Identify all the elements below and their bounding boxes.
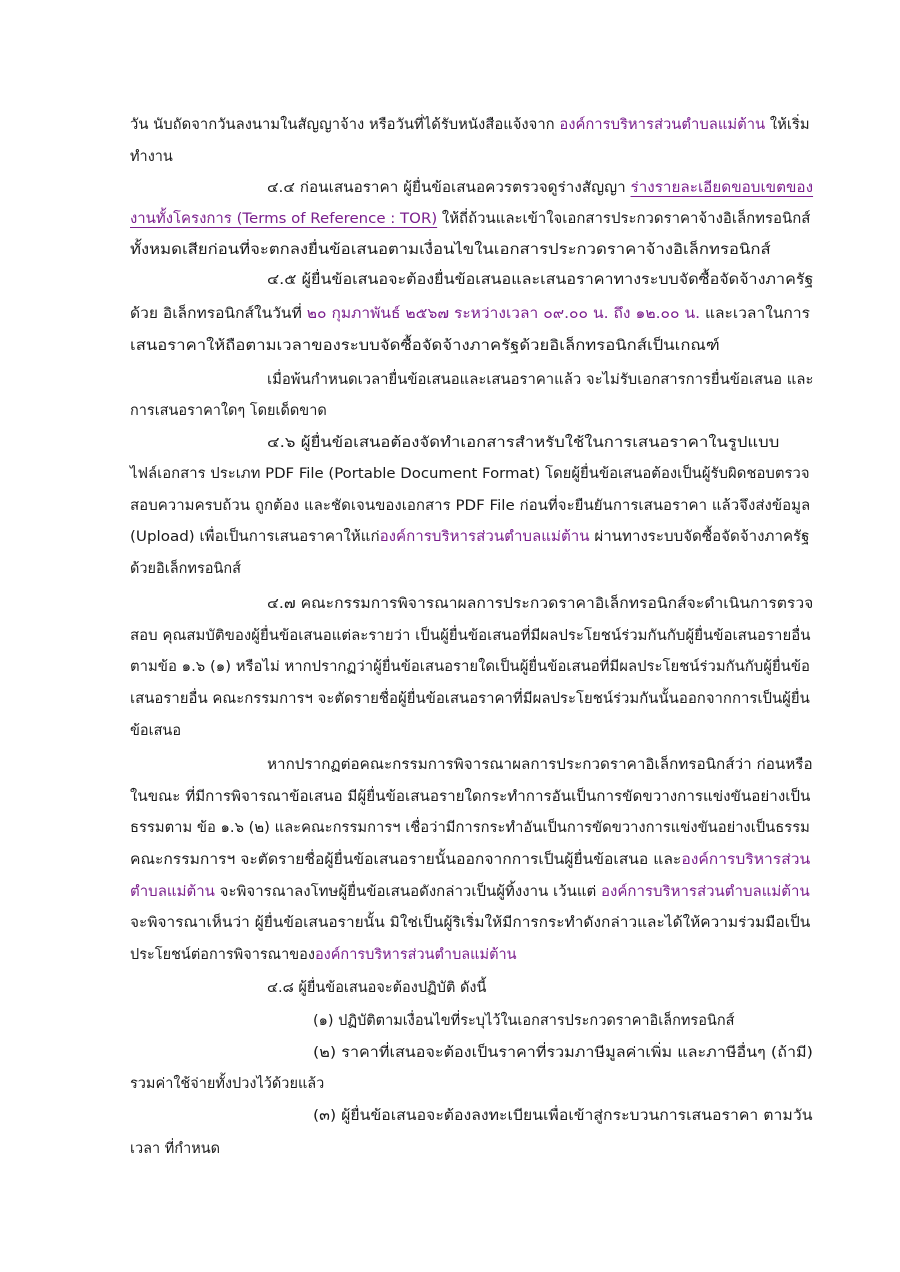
text-line bbox=[130, 689, 810, 709]
text-run: ตามข้อ ๑.๖ (๑) หรือไม่ หากปรากฏว่าผู้ยื่นข้อเสนอรายใดเป็นผู้ยื่นข้อเสนอที่มีผลประโยชน์ร่วมกันกับผู้ยื่นข้อ bbox=[130, 659, 810, 675]
text-line bbox=[313, 1106, 813, 1126]
text-run: (Upload) เพื่อเป็นการเสนอราคาให้แก่ bbox=[130, 529, 380, 545]
text-run: จะพิจารณาเห็นว่า ผู้ยื่นข้อเสนอรายนั้น มิใช่เป็นผู้ริเริ่มให้มีการกระทำดังกล่าวและได้ให้ความร่วมมือเป็น bbox=[130, 915, 811, 931]
text-line bbox=[267, 755, 813, 775]
text-run: วัน นับถัดจากวันลงนามในสัญญาจ้าง หรือวันที่ได้รับหนังสือแจ้งจาก bbox=[130, 117, 560, 133]
text-run: ด้วยอิเล็กทรอนิกส์ bbox=[130, 561, 241, 577]
highlighted-text: องค์การบริหารส่วนตำบลแม่ต้าน bbox=[314, 947, 517, 963]
text-run: (๓) ผู้ยื่นข้อเสนอจะต้องลงทะเบียนเพื่อเข้าสู่กระบวนการเสนอราคา ตามวัน bbox=[313, 1108, 813, 1124]
text-line bbox=[130, 559, 241, 579]
text-run: (๑) ปฏิบัติตามเงื่อนไขที่ระบุไว้ในเอกสารประกวดราคาอิเล็กทรอนิกส์ bbox=[313, 1013, 735, 1029]
text-line bbox=[130, 626, 810, 646]
text-run: เมื่อพ้นกำหนดเวลายื่นข้อเสนอและเสนอราคาแล้ว จะไม่รับเอกสารการยื่นข้อเสนอ และ bbox=[267, 372, 814, 388]
text-line bbox=[130, 818, 810, 838]
highlighted-text: องค์การบริหารส่วนตำบลแม่ต้าน bbox=[559, 117, 766, 133]
text-line bbox=[130, 115, 810, 135]
text-run: สอบ คุณสมบัติของผู้ยื่นข้อเสนอแต่ละรายว่า เป็นผู้ยื่นข้อเสนอที่มีผลประโยชน์ร่วมกันกับผู้ยื่นข้อเสนอรายอื่น bbox=[130, 628, 811, 644]
text-line bbox=[130, 527, 810, 547]
text-run: ๔.๕ ผู้ยื่นข้อเสนอจะต้องยื่นข้อเสนอและเสนอราคาทางระบบจัดซื้อจัดจ้างภาครัฐ bbox=[267, 272, 814, 288]
text-line bbox=[267, 178, 813, 198]
text-line bbox=[130, 464, 810, 484]
text-run: และเวลาในการ bbox=[700, 306, 810, 322]
text-line bbox=[267, 270, 813, 290]
highlighted-text: องค์การบริหารส่วนตำบลแม่ต้าน bbox=[379, 529, 590, 545]
text-run: จะพิจารณาลงโทษผู้ยื่นข้อเสนอดังกล่าวเป็นผู้ทิ้งงาน เว้นแต่ bbox=[214, 884, 602, 900]
text-run: ให้เริ่ม bbox=[765, 117, 810, 133]
text-line bbox=[130, 721, 181, 741]
text-run: (๒) ราคาที่เสนอจะต้องเป็นราคาที่รวมภาษีมูลค่าเพิ่ม และภาษีอื่นๆ (ถ้ามี) bbox=[313, 1045, 813, 1061]
highlighted-text: ตำบลแม่ต้าน bbox=[130, 884, 215, 900]
text-run: ประโยชน์ต่อการพิจารณาของ bbox=[130, 947, 315, 963]
text-run: ไฟล์เอกสาร ประเภท PDF File (Portable Document Format) โดยผู้ยื่นข้อเสนอต้องเป็นผู้รับผิดชอบตรวจ bbox=[130, 466, 810, 482]
text-line bbox=[130, 1139, 220, 1159]
text-run: หากปรากฏต่อคณะกรรมการพิจารณาผลการประกวดราคาอิเล็กทรอนิกส์ว่า ก่อนหรือ bbox=[267, 757, 813, 773]
text-run: ๔.๗ คณะกรรมการพิจารณาผลการประกวดราคาอิเล็กทรอนิกส์จะดำเนินการตรวจ bbox=[267, 596, 814, 612]
highlighted-text: องค์การบริหารส่วน bbox=[681, 852, 811, 868]
text-run: ด้วย อิเล็กทรอนิกส์ในวันที่ bbox=[130, 306, 307, 322]
text-run: คณะกรรมการฯ จะตัดรายชื่อผู้ยื่นข้อเสนอรายนั้นออกจากการเป็นผู้ยื่นข้อเสนอ และ bbox=[130, 852, 682, 868]
text-line bbox=[130, 787, 810, 807]
text-run: ให้ถี่ถ้วนและเข้าใจเอกสารประกวดราคาจ้างอิเล็กทรอนิกส์ bbox=[437, 211, 811, 227]
text-line bbox=[267, 370, 813, 390]
text-line bbox=[130, 1074, 324, 1094]
text-run: ๔.๖ ผู้ยื่นข้อเสนอต้องจัดทำเอกสารสำหรับใช้ในการเสนอราคาในรูปแบบ bbox=[267, 435, 780, 451]
text-line bbox=[130, 657, 810, 677]
highlighted-text: ร่างรายละเอียดขอบเขตของ bbox=[630, 180, 814, 196]
text-run: ๔.๘ ผู้ยื่นข้อเสนอจะต้องปฏิบัติ ดังนี้ bbox=[267, 980, 487, 996]
text-run: เสนอราคาให้ถือตามเวลาของระบบจัดซื้อจัดจ้างภาครัฐด้วยอิเล็กทรอนิกส์เป็นเกณฑ์ bbox=[130, 338, 720, 354]
text-run: ข้อเสนอ bbox=[130, 723, 182, 739]
text-run: ๔.๔ ก่อนเสนอราคา ผู้ยื่นข้อเสนอควรตรวจดูร่างสัญญา bbox=[267, 180, 631, 196]
text-line bbox=[267, 978, 486, 998]
text-line bbox=[130, 209, 810, 229]
text-line bbox=[130, 336, 720, 356]
text-run: ผ่านทางระบบจัดซื้อจัดจ้างภาครัฐ bbox=[589, 529, 810, 545]
text-run: เสนอรายอื่น คณะกรรมการฯ จะตัดรายชื่อผู้ยื่นข้อเสนอราคาที่มีผลประโยชน์ร่วมกันนั้นออกจากการเป็นผู้ยื่น bbox=[130, 691, 810, 707]
highlighted-text: ๒๐ กุมภาพันธ์ ๒๕๖๗ ระหว่างเวลา ๐๙.๐๐ น. ถึง ๑๒.๐๐ น. bbox=[306, 306, 701, 322]
text-line bbox=[130, 850, 810, 870]
text-run: การเสนอราคาใดๆ โดยเด็ดขาด bbox=[130, 403, 327, 419]
text-run: ทำงาน bbox=[130, 149, 173, 165]
text-line bbox=[267, 594, 813, 614]
text-line bbox=[130, 882, 810, 902]
highlighted-text: งานทั้งโครงการ (Terms of Reference : TOR) bbox=[130, 211, 438, 227]
text-line bbox=[130, 240, 771, 260]
text-run: เวลา ที่กำหนด bbox=[130, 1141, 221, 1157]
text-line bbox=[267, 433, 779, 453]
text-run: สอบความครบถ้วน ถูกต้อง และชัดเจนของเอกสาร PDF File ก่อนที่จะยืนยันการเสนอราคา แล้วจึงส่งข้อมูล bbox=[130, 498, 811, 514]
text-run: รวมค่าใช้จ่ายทั้งปวงไว้ด้วยแล้ว bbox=[130, 1076, 325, 1092]
text-line bbox=[130, 913, 810, 933]
text-line bbox=[130, 945, 517, 965]
text-run: ในขณะ ที่มีการพิจารณาข้อเสนอ มีผู้ยื่นข้อเสนอรายใดกระทำการอันเป็นการขัดขวางการแข่งขันอย่างเป็น bbox=[130, 789, 811, 805]
text-line bbox=[313, 1043, 813, 1063]
highlighted-text: องค์การบริหารส่วนตำบลแม่ต้าน bbox=[601, 884, 810, 900]
text-line bbox=[313, 1011, 734, 1031]
text-line bbox=[130, 304, 810, 324]
text-run: ทั้งหมดเสียก่อนที่จะตกลงยื่นข้อเสนอตามเงื่อนไขในเอกสารประกวดราคาจ้างอิเล็กทรอนิกส์ bbox=[130, 242, 771, 258]
text-line bbox=[130, 496, 810, 516]
text-line bbox=[130, 401, 327, 421]
text-line bbox=[130, 147, 173, 167]
text-run: ธรรมตาม ข้อ ๑.๖ (๒) และคณะกรรมการฯ เชื่อว่ามีการกระทำอันเป็นการขัดขวางการแข่งขันอย่างเป็นธรรม bbox=[130, 820, 810, 836]
